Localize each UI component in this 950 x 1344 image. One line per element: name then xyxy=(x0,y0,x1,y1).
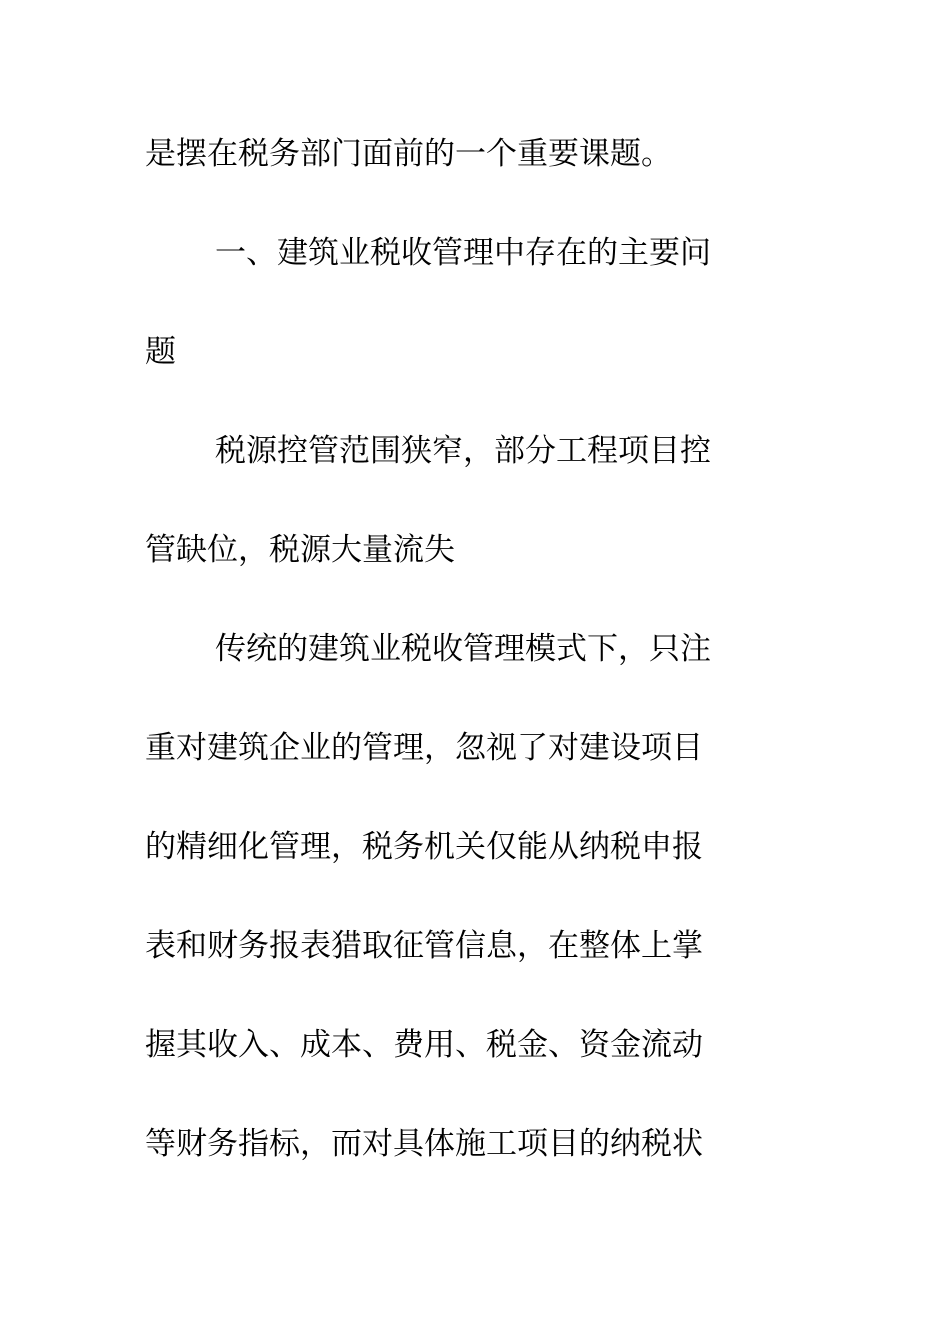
paragraph-line-1: 传统的建筑业税收管理模式下，只注 xyxy=(215,631,711,667)
paragraph-line-4: 表和财务报表猎取征管信息，在整体上掌 xyxy=(145,928,703,964)
subheading-line-1: 税源控管范围狭窄，部分工程项目控 xyxy=(215,433,711,469)
text-line-1: 是摆在税务部门面前的一个重要课题。 xyxy=(145,136,672,172)
paragraph-line-2: 重对建筑企业的管理，忽视了对建设项目 xyxy=(145,730,703,766)
section-heading-line-2: 题 xyxy=(145,334,176,370)
paragraph-line-3: 的精细化管理，税务机关仅能从纳税申报 xyxy=(145,829,703,865)
section-heading-line-1: 一、建筑业税收管理中存在的主要问 xyxy=(215,235,711,271)
paragraph-line-6: 等财务指标，而对具体施工项目的纳税状 xyxy=(145,1126,703,1162)
paragraph-line-5: 握其收入、成本、费用、税金、资金流动 xyxy=(145,1027,703,1063)
subheading-line-2: 管缺位，税源大量流失 xyxy=(145,532,455,568)
